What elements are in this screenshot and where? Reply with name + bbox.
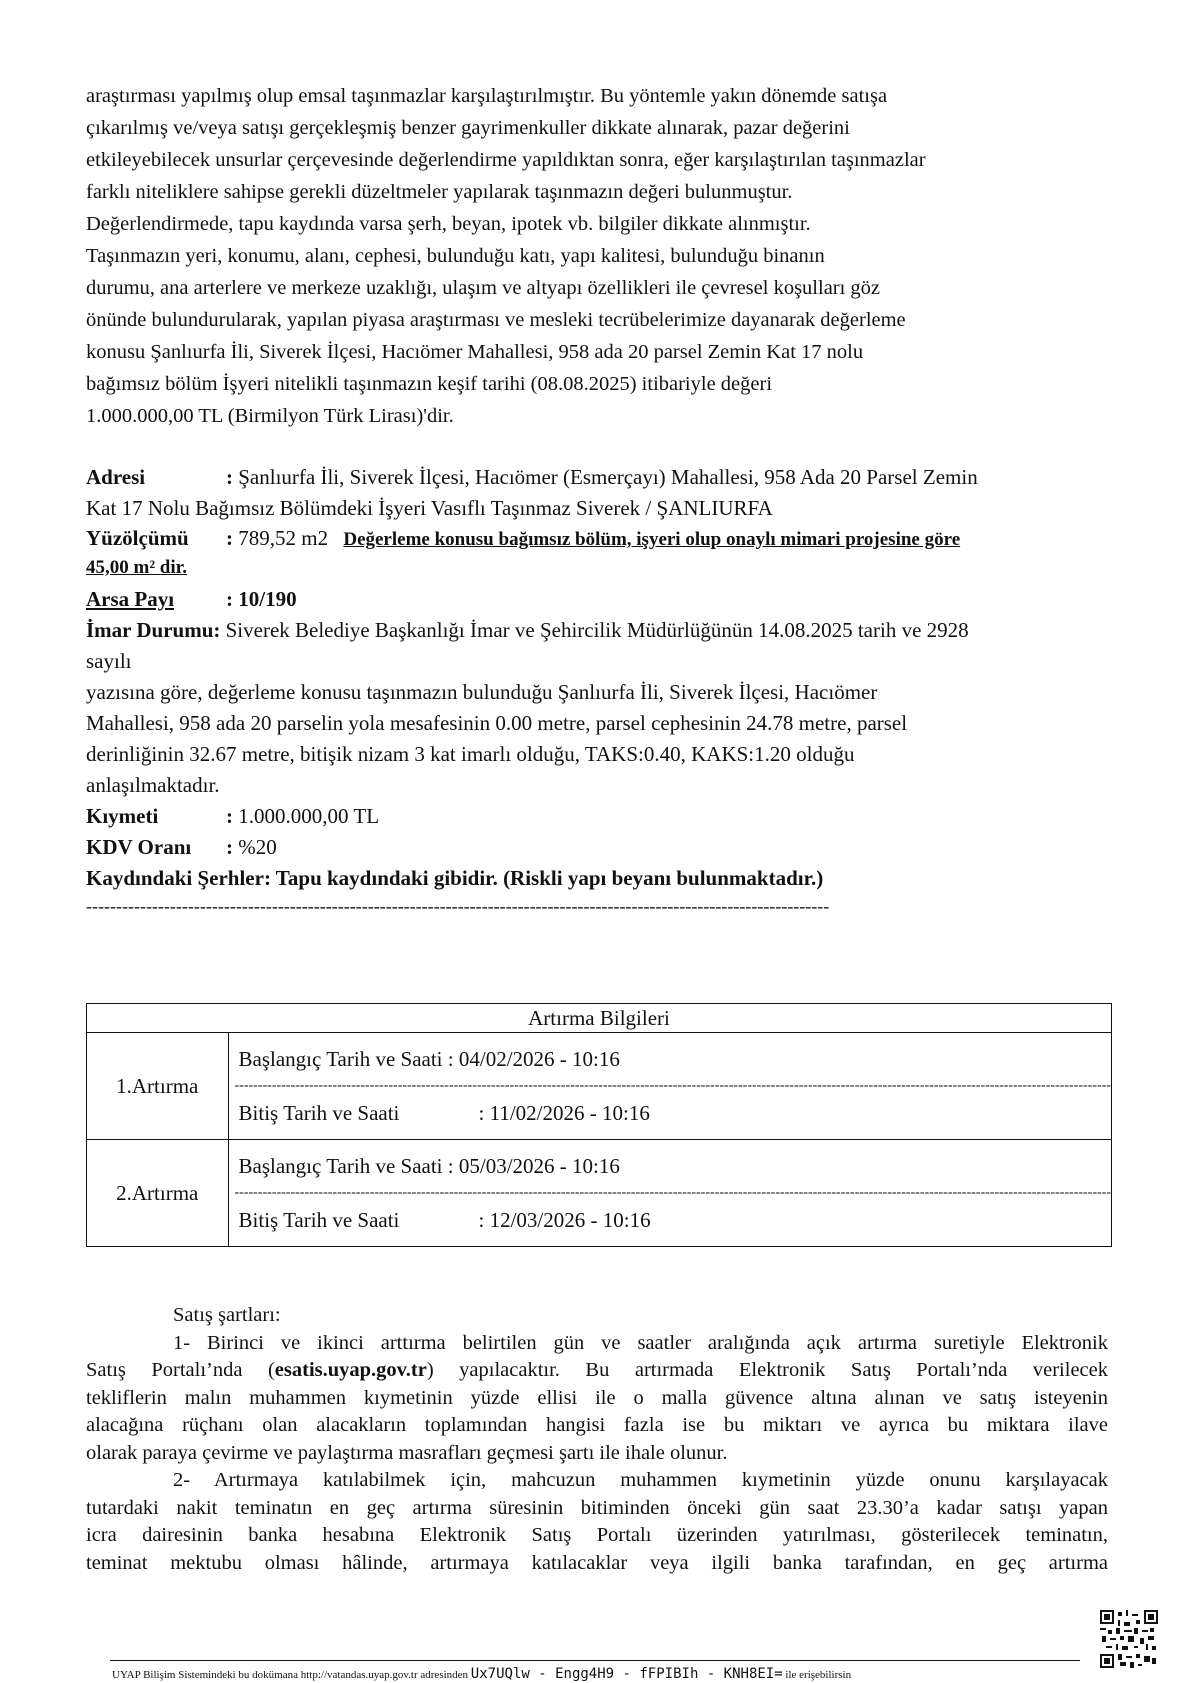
document-access-code: Ux7UQlw - Engg4H9 - fFPIBIh - KNH8EI= — [470, 1666, 783, 1682]
text-line: Taşınmazın yeri, konumu, alanı, cephesi, bulunduğu katı, yapı kalitesi, bulunduğu binanın — [86, 245, 825, 267]
address-line1: Şanlıurfa İli, Siverek İlçesi, Hacıömer (Esmerçayı) Mahallesi, 958 Ada 20 Parsel Zemin — [238, 465, 978, 489]
address-label: Adresi — [86, 465, 146, 489]
text-line: bağımsız bölüm İşyeri nitelikli taşınmazın keşif tarihi (08.08.2025) itibariyle değeri — [86, 373, 773, 395]
end-value: : 12/03/2026 - 10:16 — [478, 1208, 651, 1232]
condition-line: teminat mektubu olması hâlinde, artırmaya katılacaklar veya ilgili banka tarafından, en geç artırma — [86, 1551, 1108, 1574]
zoning-line: sayılı — [86, 649, 132, 673]
end-line — [235, 1093, 1111, 1139]
document-body — [86, 80, 1116, 918]
share-label: Arsa Payı — [86, 587, 175, 611]
footer-prefix: UYAP Bilişim Sistemindeki bu dokümana http://vatandas.uyap.gov.tr adresinden — [112, 1669, 469, 1681]
dash-divider: -------------------------------------------------------------------------------------------------------------------------------------------------------------------------------------------- — [234, 1079, 1111, 1093]
annotations-row: Kaydındaki Şerhler: Tapu kaydındaki gibidir. (Riskli yapı beyanı bulunmaktadır.) — [86, 866, 824, 890]
end-line — [235, 1200, 1111, 1246]
condition-line: 1- Birinci ve ikinci arttırma belirtilen gün ve saatler aralığında açık artırma suretiyle Elektronik — [173, 1331, 1108, 1354]
start-line — [235, 1033, 1111, 1079]
vat-colon: : — [226, 835, 233, 859]
condition-line — [86, 1357, 1108, 1385]
condition-line: 2- Artırmaya katılabilmek için, mahcuzun muhammen kıymetinin yüzde onunu karşılayacak — [173, 1469, 1108, 1491]
start-label: Başlangıç Tarih ve Saati — [238, 1047, 443, 1071]
area-note: Değerleme konusu bağımsız bölüm, işyeri olup onaylı mimari projesine göre — [343, 529, 961, 550]
vat-value: %20 — [238, 835, 277, 859]
address-colon: : — [226, 465, 233, 489]
value-row — [86, 801, 1116, 832]
text-line: konusu Şanlıurfa İli, Siverek İlçesi, Hacıömer Mahallesi, 958 ada 20 parsel Zemin Kat 17 nolu — [86, 341, 864, 363]
vat-row — [86, 832, 1116, 863]
text-line: Değerlendirmede, tapu kaydında varsa şerh, beyan, ipotek vb. bilgiler dikkate alınmıştır. — [86, 213, 811, 235]
text-line: farklı niteliklere sahipse gerekli düzeltmeler yapılarak taşınmazın değeri bulunmuştur. — [86, 181, 793, 203]
footer-text — [112, 1666, 851, 1682]
auction-dates — [228, 1033, 1111, 1140]
auction-label: 2.Artırma — [87, 1140, 229, 1247]
start-line — [235, 1140, 1111, 1186]
text-line: 1.000.000,00 TL (Birmilyon Türk Lirası)'dir. — [86, 405, 454, 427]
condition-line: alacağına rüçhanı olan alacakların toplamından hangisi fazla ise bu miktarı ve ayrıca bu miktara ilave — [86, 1414, 1108, 1436]
esatis-link[interactable]: esatis.uyap.gov.tr — [274, 1359, 427, 1381]
condition-line: icra dairesinin banka hesabına Elektronik Satış Portalı üzerinden yatırılması, gösterilecek teminatın, — [86, 1524, 1108, 1546]
end-label: Bitiş Tarih ve Saati — [238, 1101, 400, 1125]
end-value: : 11/02/2026 - 10:16 — [478, 1101, 650, 1125]
share-colon: : — [226, 587, 233, 611]
zoning-line: Mahallesi, 958 ada 20 parselin yola mesafesinin 0.00 metre, parsel cephesinin 24.78 metre, parsel — [86, 711, 908, 735]
text-line: çıkarılmış ve/veya satışı gerçekleşmiş benzer gayrimenkuller dikkate alınarak, pazar değerini — [86, 117, 850, 139]
start-label: Başlangıç Tarih ve Saati — [238, 1154, 443, 1178]
area-label: Yüzölçümü — [86, 526, 189, 550]
start-value: : 04/02/2026 - 10:16 — [447, 1047, 620, 1071]
separator-line: ---------------------------------------------------------------------------------------------------------------------------- — [86, 896, 830, 916]
auction-label: 1.Artırma — [87, 1033, 229, 1140]
conditions-heading: Satış şartları: — [173, 1304, 281, 1326]
dash-divider: -------------------------------------------------------------------------------------------------------------------------------------------------------------------------------------------- — [234, 1186, 1111, 1200]
table-row — [87, 1033, 1112, 1140]
valuation-paragraph — [86, 80, 1116, 432]
zoning-row — [86, 615, 1116, 646]
qr-code-icon — [1100, 1610, 1158, 1668]
share-row — [86, 584, 1116, 615]
address-row — [86, 462, 1116, 493]
text-line: durumu, ana arterlere ve merkeze uzaklığı, ulaşım ve altyapı özellikleri ile çevresel koşulları göz — [86, 277, 881, 299]
value-label: Kıymeti — [86, 804, 159, 828]
condition-line: tekliflerin malın muhammen kıymetinin yüzde ellisi ile o malla güvence altına alınan ve satış isteyenin — [86, 1386, 1108, 1409]
footer-suffix: ile erişebilirsin — [785, 1669, 852, 1681]
vat-label: KDV Oranı — [86, 835, 192, 859]
auction-table — [86, 1003, 1112, 1247]
share-value: 10/190 — [238, 587, 297, 611]
text-line: araştırması yapılmış olup emsal taşınmazlar karşılaştırılmıştır. Bu yöntemle yakın dönemde satışa — [86, 85, 888, 107]
table-row — [87, 1140, 1112, 1247]
auction-table-title: Artırma Bilgileri — [87, 1004, 1112, 1033]
value-amount: 1.000.000,00 TL — [238, 804, 380, 828]
zoning-line: anlaşılmaktadır. — [86, 773, 220, 797]
condition-line: olarak paraya çevirme ve paylaştırma masrafları geçmesi şartı ile ihale olunur. — [86, 1441, 728, 1464]
area-value: 789,52 m2 — [238, 526, 329, 550]
zoning-line: yazısına göre, değerleme konusu taşınmazın bulunduğu Şanlıurfa İli, Siverek İlçesi, Hacıömer — [86, 680, 878, 704]
start-value: : 05/03/2026 - 10:16 — [447, 1154, 620, 1178]
auction-dates — [228, 1140, 1111, 1247]
address-line2: Kat 17 Nolu Bağımsız Bölümdeki İşyeri Vasıflı Taşınmaz Siverek / ŞANLIURFA — [86, 496, 773, 520]
text-line: önünde bulundurularak, yapılan piyasa araştırması ve mesleki tecrübelerimize dayanarak değerleme — [86, 309, 906, 331]
area-row — [86, 524, 1116, 554]
value-colon: : — [226, 804, 233, 828]
text-line: etkileyebilecek unsurlar çerçevesinde değerlendirme yapıldıktan sonra, eğer karşılaştırılan taşınmazlar — [86, 149, 926, 171]
condition-line: tutardaki nakit teminatın en geç artırma süresinin bitiminden önceki gün saat 23.30’a kadar satışı yapan — [86, 1496, 1108, 1519]
area-note-line2: 45,00 m² dir. — [86, 557, 188, 578]
area-note-cont — [86, 554, 1116, 580]
zoning-line: Siverek Belediye Başkanlığı İmar ve Şehircilik Müdürlüğünün 14.08.2025 tarih ve 2928 — [225, 618, 969, 642]
portal-suffix: ) yapılacaktır. Bu artırmada Elektronik Satış Portalı’nda verilecek — [426, 1359, 1108, 1381]
end-label: Bitiş Tarih ve Saati — [238, 1208, 400, 1232]
area-colon: : — [226, 526, 233, 550]
zoning-line: derinliğinin 32.67 metre, bitişik nizam 3 kat imarlı olduğu, TAKS:0.40, KAKS:1.20 olduğu — [86, 742, 855, 766]
zoning-label: İmar Durumu: — [86, 618, 221, 642]
footer-rule — [110, 1660, 1080, 1661]
portal-prefix: Satış Portalı’nda ( — [86, 1359, 275, 1381]
sale-conditions — [86, 1302, 1108, 1577]
